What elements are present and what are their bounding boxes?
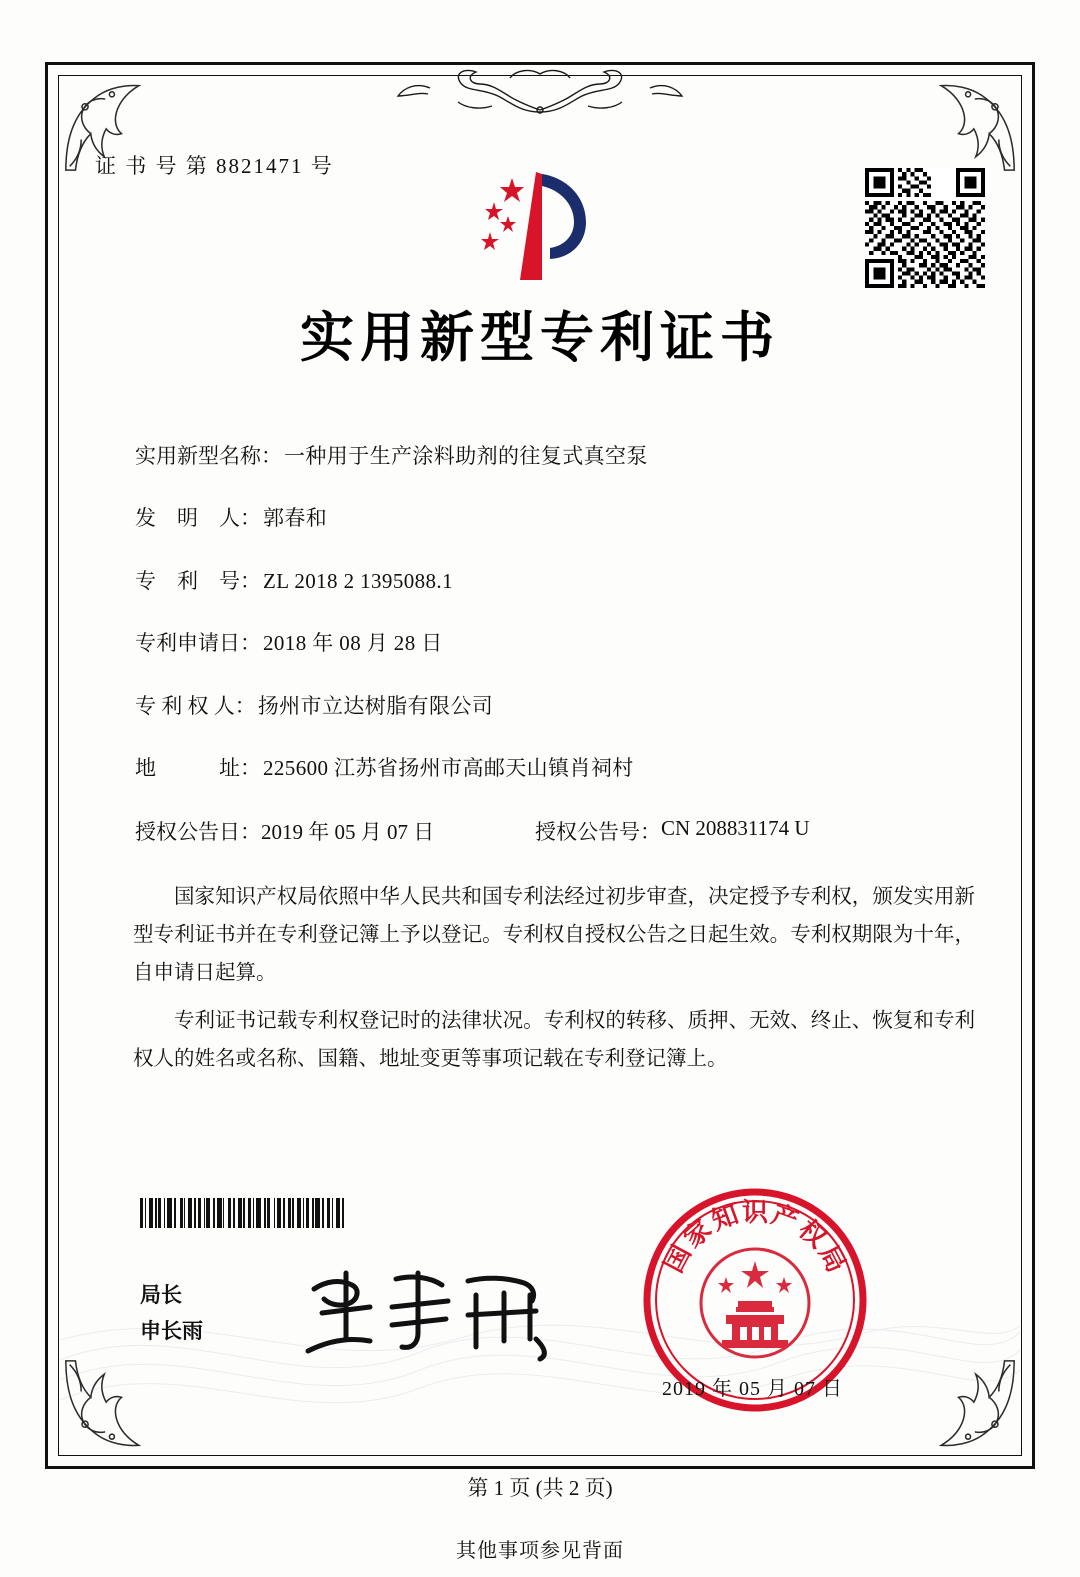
field-inventor [135,504,985,533]
certificate-content [95,150,985,1089]
certificate-number: 证 书 号 第 8821471 号 [95,154,334,178]
field-label: 授权公告日： [135,820,261,845]
svg-text:产: 产 [767,1199,803,1237]
field-grant-number [535,816,985,846]
corner-ornament-icon [922,1357,1018,1453]
field-grant-row [135,816,985,846]
field-label: 实用新型名称： [135,444,282,468]
field-label: 发 明 人： [135,506,261,531]
svg-text:国: 国 [658,1240,698,1278]
svg-text:识: 识 [741,1198,769,1228]
field-value: 225600 江苏省扬州市高邮天山镇肖祠村 [263,755,634,780]
field-value: 一种用于生产涂料助剂的往复式真空泵 [284,444,648,468]
signature-role: 局长 [140,1283,182,1307]
field-value: 扬州市立达树脂有限公司 [257,693,494,718]
field-label: 专 利 权 人： [135,693,256,718]
field-label: 专 利 号： [135,568,261,593]
field-value: 郭春和 [263,506,328,531]
signature-name: 申长雨 [140,1318,203,1343]
field-label: 授权公告号： [535,820,661,845]
legal-paragraph: 专利证书记载专利权登记时的法律状况。专利权的转移、质押、无效、终止、恢复和专利权人的姓名或名称、国籍、地址变更等事项记载在专利登记簿上。 [133,1010,975,1071]
page-title: 实用新型专利证书 [300,305,780,369]
signature-block [140,1278,203,1349]
handwritten-signature-icon [300,1255,560,1365]
svg-text:局: 局 [812,1240,852,1278]
field-value: CN 208831174 U [661,816,810,841]
field-list [95,442,985,846]
field-label: 地 址： [135,755,261,780]
field-grant-date [135,816,535,846]
seal-date: 2019 年 05 月 07 日 [662,1378,843,1400]
field-address [135,754,985,783]
legal-paragraph: 国家知识产权局依照中华人民共和国专利法经过初步审查，决定授予专利权，颁发实用新型专利证书并在专利登记簿上予以登记。专利权自授权公告之日起生效。专利权期限为十年，自申请日起算。 [133,886,975,985]
field-value: 2019 年 05 月 07 日 [261,820,435,845]
svg-text:权: 权 [792,1214,832,1255]
qr-code [865,168,985,288]
field-value: ZL 2018 2 1395088.1 [263,568,453,593]
field-application-date [135,629,985,658]
barcode [140,1198,420,1228]
legal-text [95,879,985,1079]
svg-text:知: 知 [707,1199,743,1237]
footer-note: 其他事项参见背面 [456,1540,624,1562]
field-value: 2018 年 08 月 28 日 [263,631,443,656]
field-utility-model-name [135,442,985,471]
field-label: 专利申请日： [135,631,261,656]
top-flourish-ornament-icon [370,66,710,118]
field-patent-number [135,567,985,596]
patent-office-emblem-icon [450,160,630,290]
corner-ornament-icon [62,1357,158,1453]
field-patentee [135,692,985,721]
svg-text:家: 家 [678,1214,718,1255]
page-number: 第 1 页 (共 2 页) [467,1476,613,1500]
